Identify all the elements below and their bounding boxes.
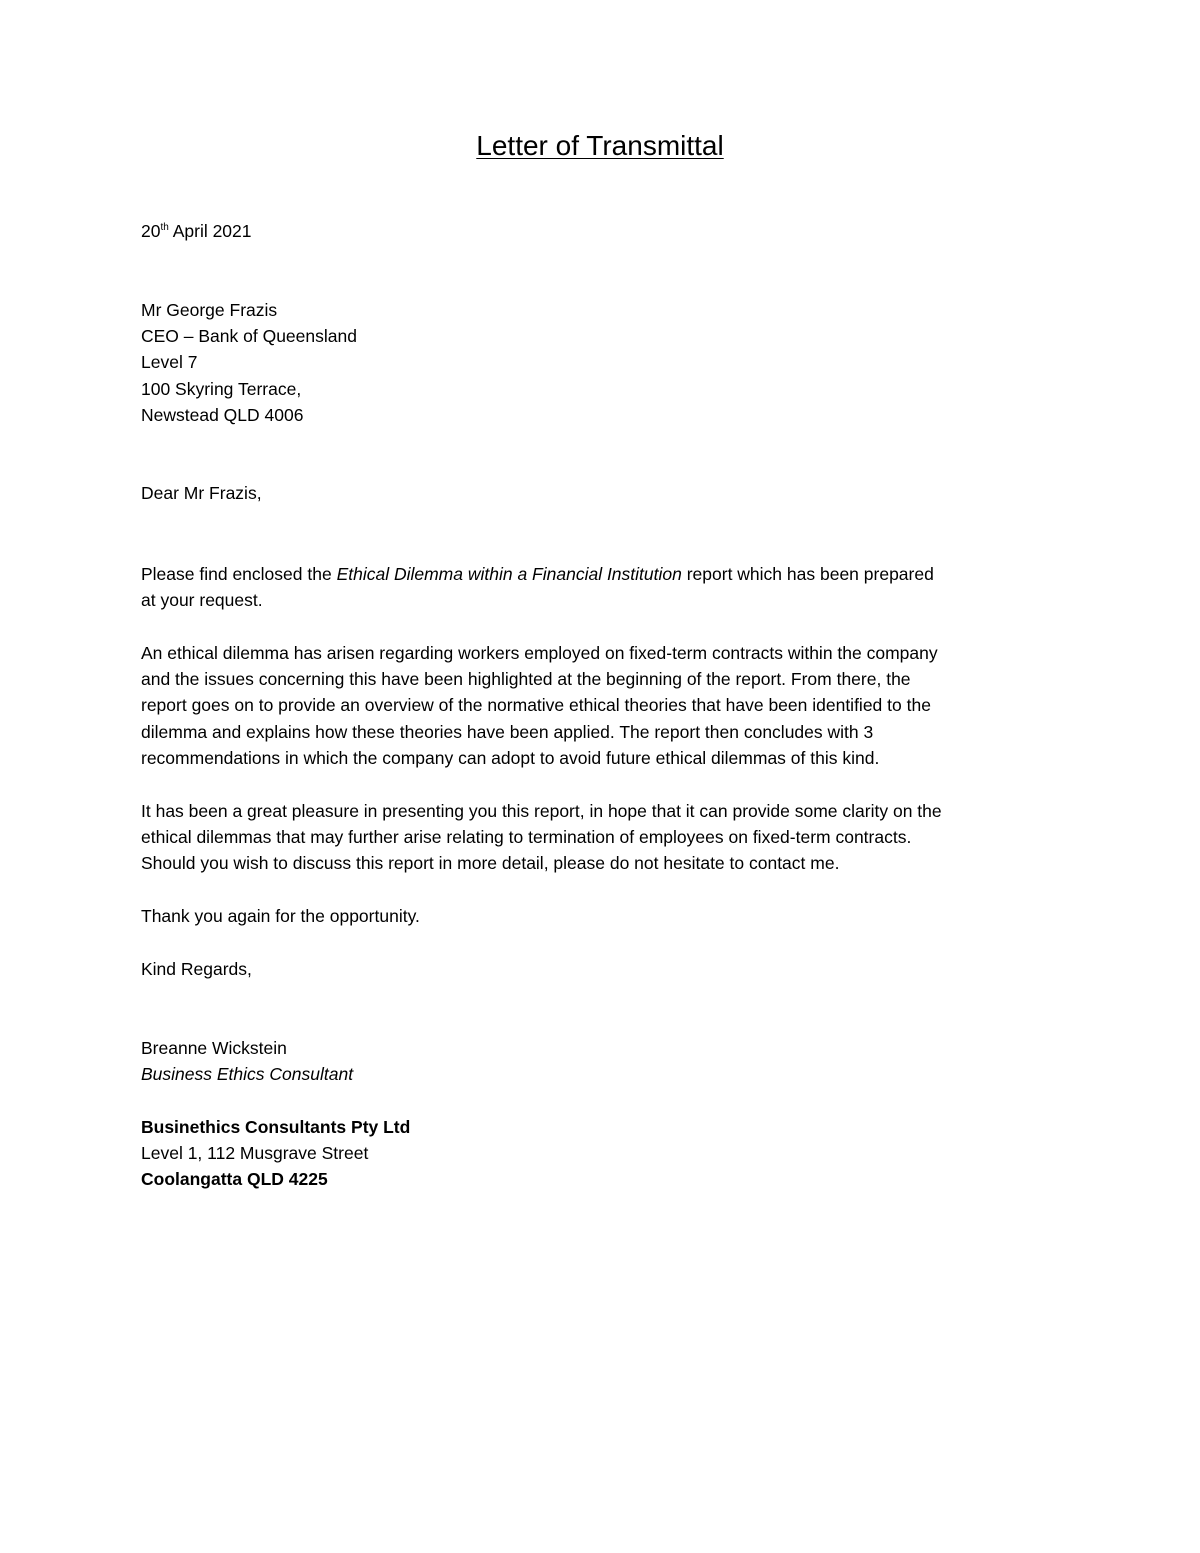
salutation bbox=[141, 480, 1071, 506]
paragraph-dilemma-line-1: An ethical dilemma has arisen regarding workers employed on fixed-term contracts within the company bbox=[141, 643, 938, 663]
sender-company: Businethics Consultants Pty Ltd bbox=[141, 1117, 411, 1137]
paragraph-pleasure-line-3: Should you wish to discuss this report in more detail, please do not hesitate to contact me. bbox=[141, 853, 840, 874]
letter-date bbox=[141, 218, 1071, 244]
paragraph-dilemma-line-3: report goes on to provide an overview of the normative ethical theories that have been identified to the bbox=[141, 695, 931, 716]
sender-address-line-1: Level 1, 112 Musgrave Street bbox=[141, 1143, 369, 1164]
paragraph-pleasure-line-2: ethical dilemmas that may further arise relating to termination of employees on fixed-term contracts. bbox=[141, 827, 912, 848]
thanks bbox=[141, 903, 1071, 929]
recipient-level: Level 7 bbox=[141, 352, 198, 373]
paragraph-pleasure-line-1: It has been a great pleasure in presenting you this report, in hope that it can provide some clarity on the bbox=[141, 801, 942, 821]
closing bbox=[141, 956, 1071, 982]
sender-title: Business Ethics Consultant bbox=[141, 1064, 354, 1085]
paragraph-dilemma-line-2: and the issues concerning this have been highlighted at the beginning of the report. From there, the bbox=[141, 669, 911, 690]
paragraph-enclosure bbox=[141, 561, 1071, 613]
paragraph-pleasure bbox=[141, 798, 1071, 877]
paragraph-enclosure-line-1 bbox=[141, 561, 1071, 587]
paragraph-dilemma-line-5: recommendations in which the company can adopt to avoid future ethical dilemmas of this kind. bbox=[141, 747, 880, 768]
date-rest: April 2021 bbox=[168, 221, 252, 241]
salutation-text: Dear Mr Frazis, bbox=[141, 483, 262, 503]
recipient-city: Newstead QLD 4006 bbox=[141, 404, 304, 425]
paragraph-enclosure-line-2: at your request. bbox=[141, 590, 263, 611]
closing-text: Kind Regards, bbox=[141, 959, 252, 979]
date-day: 20 bbox=[141, 221, 161, 241]
sender-address-line-2: Coolangatta QLD 4225 bbox=[141, 1169, 328, 1190]
paragraph-dilemma-line-4: dilemma and explains how these theories have been applied. The report then concludes with 3 bbox=[141, 721, 874, 742]
enclosure-tail: report which has been prepared bbox=[681, 564, 934, 584]
paragraph-dilemma bbox=[141, 640, 1071, 771]
recipient-name: Mr George Frazis bbox=[141, 300, 278, 320]
recipient-position: CEO – Bank of Queensland bbox=[141, 326, 357, 347]
thanks-text: Thank you again for the opportunity. bbox=[141, 906, 420, 926]
date-line bbox=[141, 218, 1071, 244]
sender-name: Breanne Wickstein bbox=[141, 1038, 287, 1058]
recipient-street: 100 Skyring Terrace, bbox=[141, 378, 302, 399]
sender-signature bbox=[141, 1035, 1071, 1087]
enclosure-lead: Please find enclosed the bbox=[141, 564, 337, 584]
sender-company-address bbox=[141, 1114, 1071, 1193]
recipient-address bbox=[141, 297, 1071, 428]
document-title: Letter of Transmittal bbox=[476, 130, 724, 161]
report-title: Ethical Dilemma within a Financial Institution bbox=[336, 564, 682, 584]
date-suffix: th bbox=[160, 222, 169, 233]
